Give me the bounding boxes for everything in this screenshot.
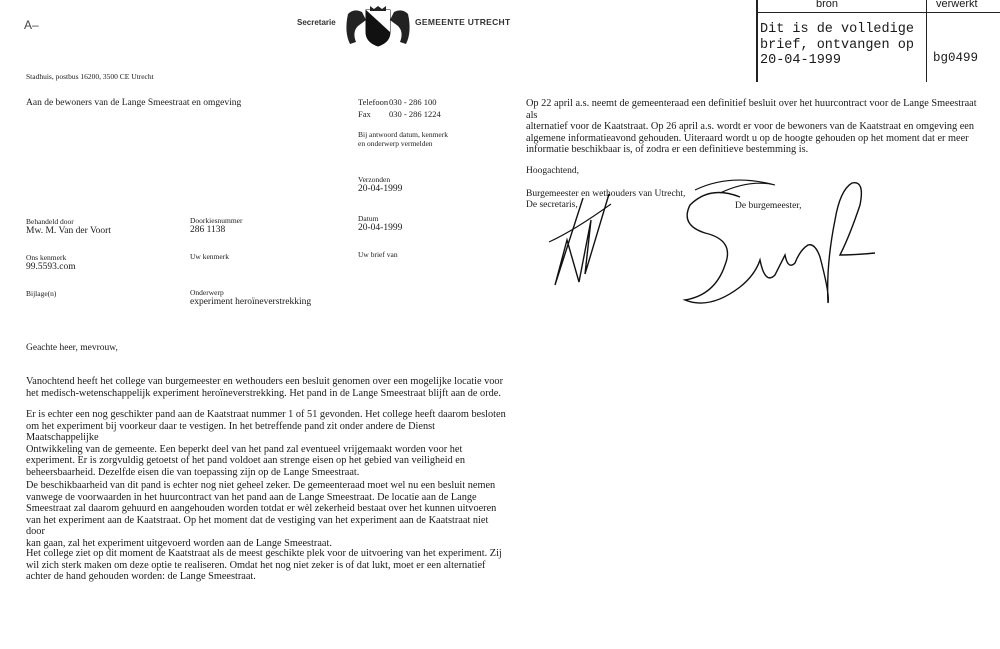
header-secretarie: Secretarie — [297, 18, 336, 27]
stamp-code: bg0499 — [933, 51, 979, 65]
recipient: Aan de bewoners van de Lange Smeestraat en omgeving — [26, 98, 242, 108]
receipt-stamp — [756, 0, 1000, 82]
onderwerp-label: Onderwerp — [190, 288, 224, 297]
telefoon-value: 030 - 286 100 — [389, 97, 437, 107]
stamp-col-verwerkt: verwerkt — [936, 0, 978, 10]
secretary-signature — [535, 180, 615, 300]
body-paragraph-4: Het college ziet op dit moment de Kaatstraat als de meest geschikte plek voor de uitvoering van het experiment. Zij wil zich sterk maken om deze optie te realiseren. Omdat het nog niet zeker is of dat lukt, moet er een alternatief achter de hand gehouden worden: de Lange Smeestraat. — [26, 548, 502, 583]
reply-note: Bij antwoord datum, kenmerk en onderwerp vermelden — [358, 130, 448, 148]
uw-kenmerk-label: Uw kenmerk — [190, 252, 229, 261]
behandeld-label: Behandeld door — [26, 217, 74, 226]
fax-value: 030 - 286 1224 — [389, 109, 441, 119]
right-paragraph: Op 22 april a.s. neemt de gemeenteraad een definitief besluit over het huurcontract voor de Lange Smeestraat als alternatief voor de Kaatstraat. Op 26 april a.s. wordt er voor de bewoners van de Kaatstraat en omgeving een algemene informatieavond gehouden. Uiteraard wordt u op de hoogte gehouden op het moment dat er meer informatie beschikbaar is, of zodra er een definitieve bestemming is. — [526, 98, 977, 156]
datum-value: 20-04-1999 — [358, 223, 403, 233]
telefoon-label: Telefoon — [358, 97, 389, 107]
stamp-text: Dit is de volledige brief, ontvangen op 20-04-1999 — [760, 22, 914, 68]
body-paragraph-3: De beschikbaarheid van dit pand is echter nog niet geheel zeker. De gemeenteraad moet wel nu een besluit nemen vanwege de voorwaarden in het huurcontract van het pand aan de Lange Smeestraat. De locatie aan de Lange Smeestraat zal daarom gehuurd en aangehouden worden totdat er wèl zekerheid bestaat over het kunnen uitvoeren van het experiment aan de Kaatstraat. Op het moment dat de vestiging van het experiment aan de Kaatstraat niet door kan gaan, zal het experiment uitgevoerd worden aan de Lange Smeestraat. — [26, 480, 497, 549]
secretary-title: De secretaris, — [526, 200, 578, 210]
uw-brief-label: Uw brief van — [358, 250, 398, 259]
return-address: Stadhuis, postbus 16200, 3500 CE Utrecht — [26, 72, 154, 81]
bijlagen-label: Bijlage(n) — [26, 289, 57, 298]
kenmerk-value: 99.5593.com — [26, 262, 76, 272]
closing: Hoogachtend, — [526, 166, 580, 176]
mayor-title: De burgemeester, — [735, 201, 802, 211]
kenmerk-label: Ons kenmerk — [26, 253, 67, 262]
corner-mark: A– — [24, 18, 39, 32]
verzonden-value: 20-04-1999 — [358, 184, 403, 194]
datum-label: Datum — [358, 214, 379, 223]
stamp-col-bron: bron — [816, 0, 839, 10]
onderwerp-value: experiment heroïneverstrekking — [190, 297, 312, 307]
doorkies-value: 286 1138 — [190, 225, 226, 235]
verzonden-label: Verzonden — [358, 175, 391, 184]
body-paragraph-2: Er is echter een nog geschikter pand aan de Kaatstraat nummer 1 of 51 gevonden. Het college heeft daarom besloten om het experiment bij voorkeur daar te vestigen. In het betreffende pand zit onder andere de Dienst Maatschappelijke Ontwikkeling van de gemeente. Een beperkt deel van het pand zal eventueel vrijgemaakt worden voor het experiment. Er is zorgvuldig getoetst of het pand voldoet aan strenge eisen op het gebied van veiligheid en beheersbaarheid. Dezelfde eisen die van toepassing zijn op de Lange Smeestraat. — [26, 409, 506, 478]
behandeld-value: Mw. M. Van der Voort — [26, 226, 111, 236]
body-paragraph-1: Vanochtend heeft het college van burgemeester en wethouders een besluit genomen over een mogelijke locatie voor het medisch-wetenschappelijk experiment heroïneverstrekking. Het pand in de Lange Smeestraat blijft aan de orde. — [26, 376, 504, 399]
fax-label: Fax — [358, 109, 371, 119]
doorkies-label: Doorkiesnummer — [190, 216, 243, 225]
signatory: Burgemeester en wethouders van Utrecht, — [526, 189, 686, 199]
salutation: Geachte heer, mevrouw, — [26, 343, 118, 353]
header-gemeente: GEMEENTE UTRECHT — [415, 17, 511, 27]
utrecht-coat-of-arms-logo — [344, 6, 412, 48]
mayor-signature — [680, 175, 880, 325]
